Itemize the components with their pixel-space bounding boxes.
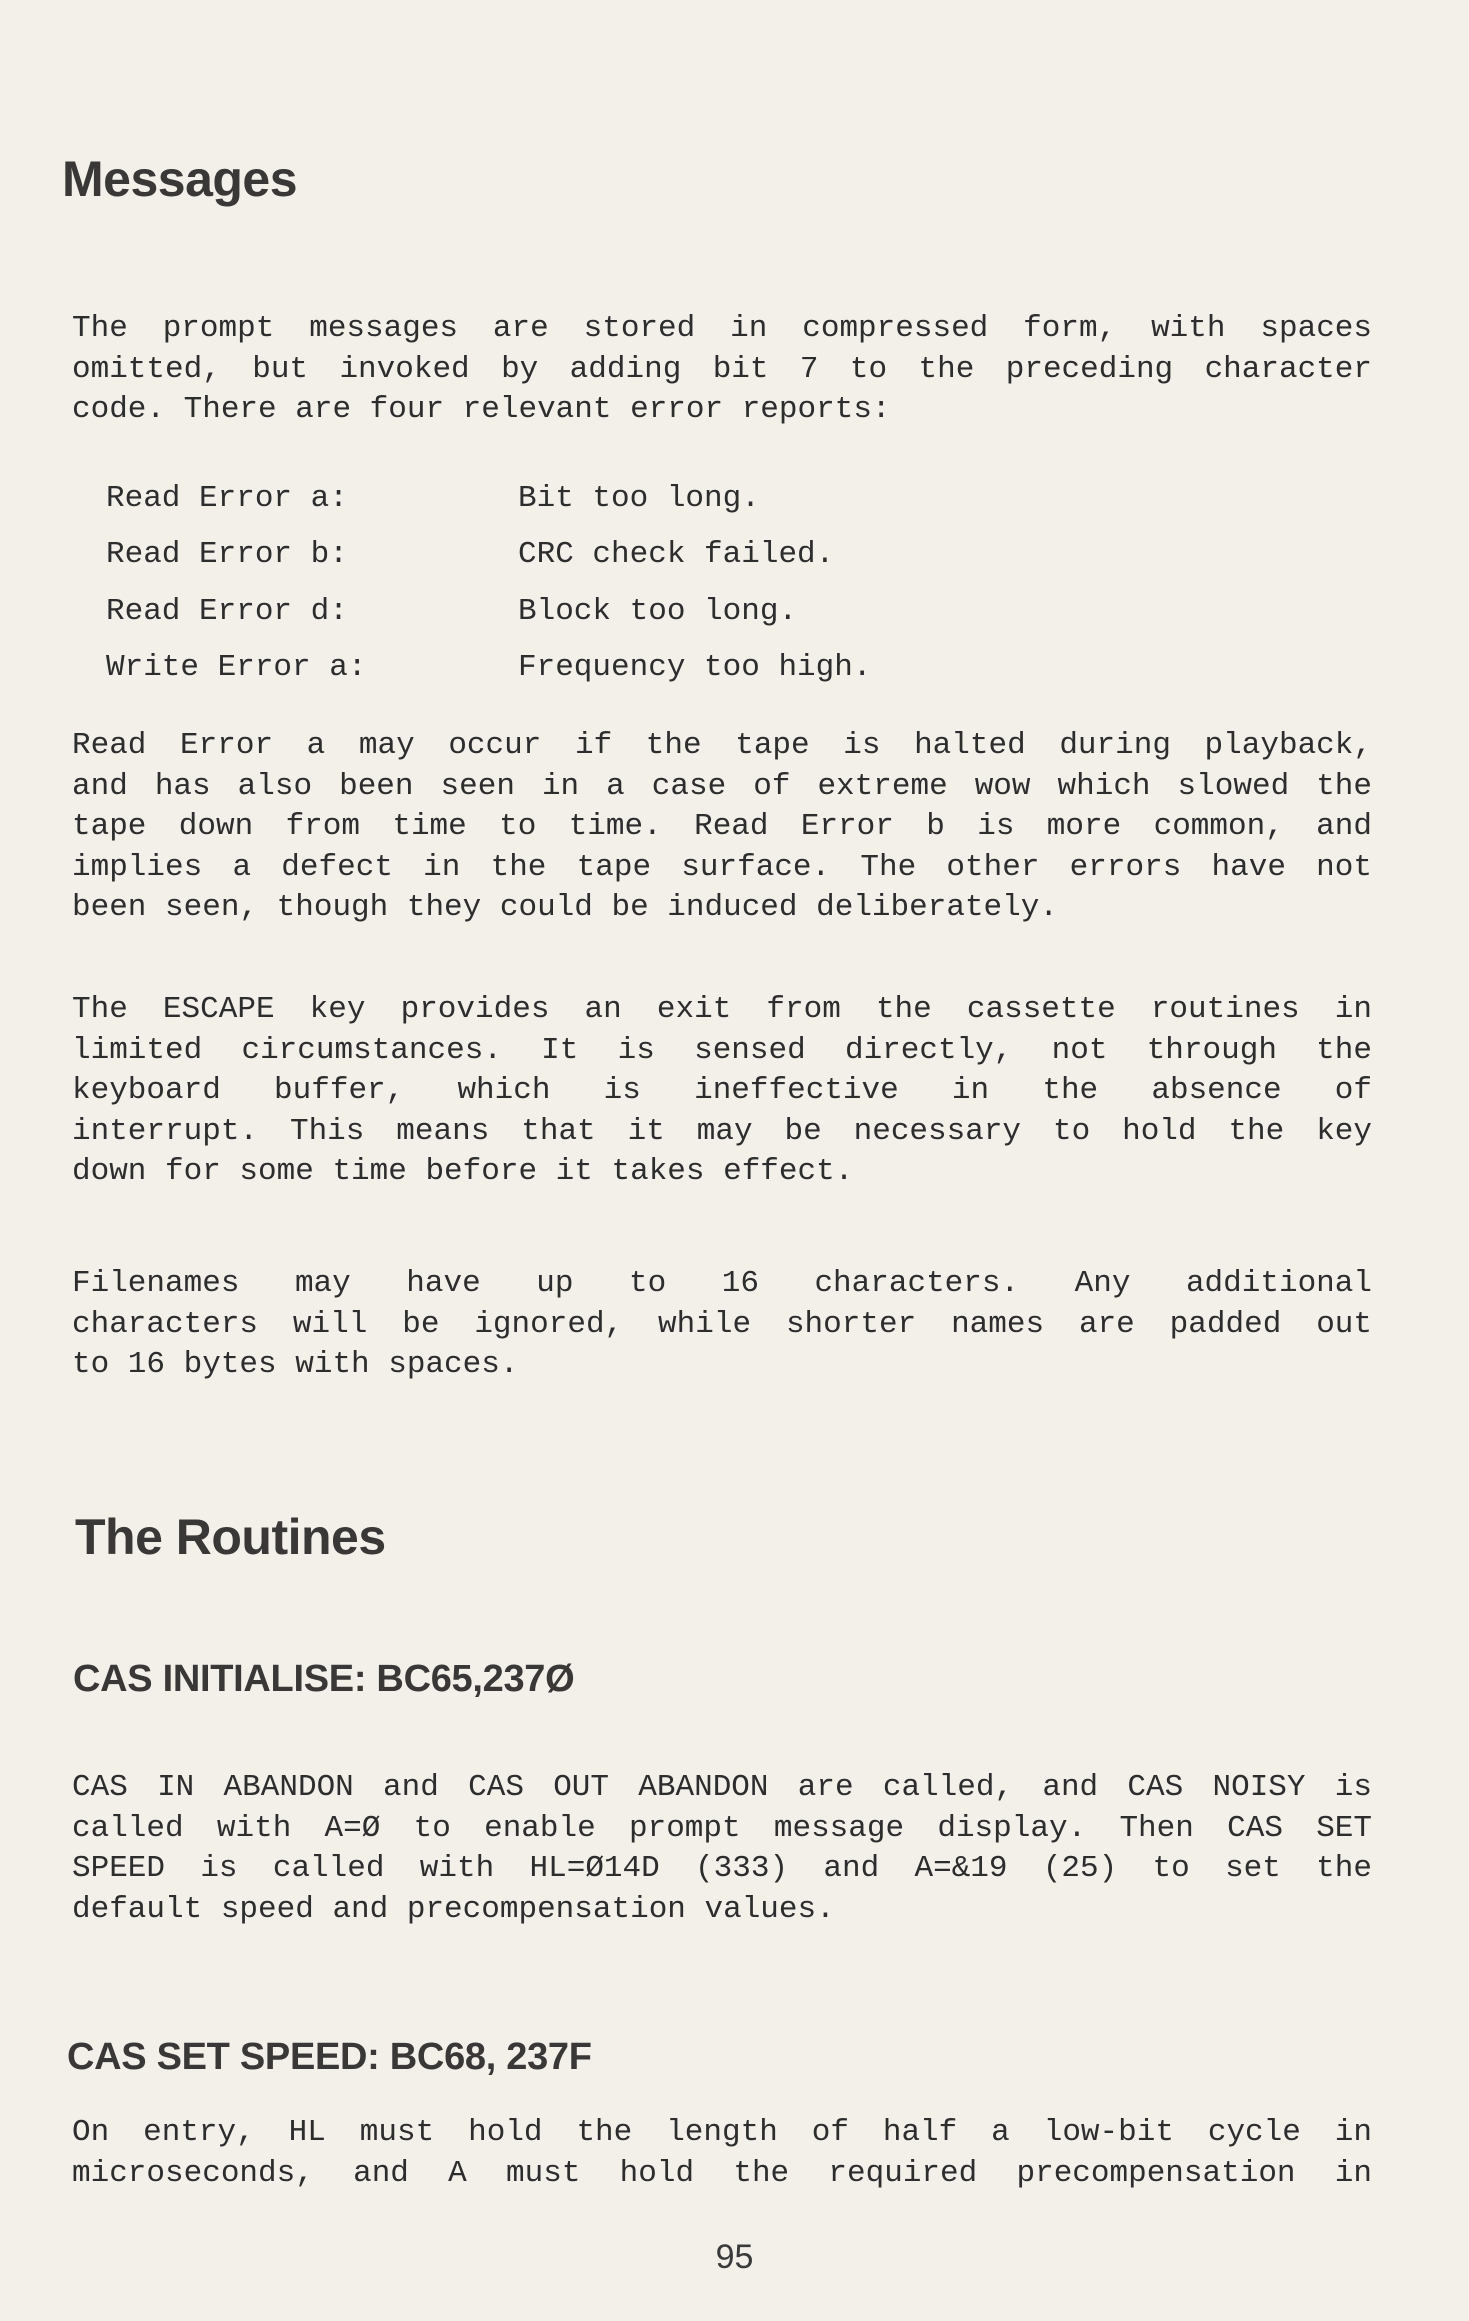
paragraph-line: interrupt. This means that it may be necessary to hold the key [72,1113,1372,1149]
paragraph-line: to 16 bytes with spaces. [72,1347,519,1382]
paragraph-line: and has also been seen in a case of extreme wow which slowed the [72,768,1372,804]
paragraph-line: down for some time before it takes effect. [72,1154,854,1189]
paragraph-line: On entry, HL must hold the length of half a low-bit cycle in [72,2115,1372,2150]
routines-heading: The Routines [75,1509,386,1565]
paragraph-line: limited circumstances. It is sensed directly, not through the [72,1032,1372,1068]
error-description: Bit too long. [518,480,760,516]
error-reports-table [106,470,871,696]
cas-initialise-heading: CAS INITIALISE: BC65,237Ø [73,1658,575,1700]
error-report-row [106,640,871,697]
filenames-paragraph [72,1264,1372,1386]
error-report-row [106,527,871,584]
error-description: Frequency too high. [518,650,872,686]
messages-heading: Messages [62,151,298,207]
error-report-row [106,470,871,527]
paragraph-line: CAS IN ABANDON and CAS OUT ABANDON are called, and CAS NOISY is [72,1770,1372,1805]
cas-initialise-paragraph [72,1768,1372,1930]
paragraph-line: keyboard buffer, which is ineffective in the absence of [72,1073,1372,1108]
paragraph-line: code. There are four relevant error reports: [72,392,891,427]
paragraph-line: Filenames may have up to 16 characters. Any additional [72,1266,1372,1301]
escape-key-paragraph [72,990,1372,1193]
error-code: Read Error a: [106,480,348,516]
error-description: CRC check failed. [518,537,835,573]
error-code: Write Error a: [106,650,367,686]
paragraph-line: tape down from time to time. Read Error b is more common, and [72,809,1372,844]
paragraph-line: default speed and precompensation values. [72,1891,835,1927]
paragraph-line: characters will be ignored, while shorter names are padded out [72,1306,1372,1342]
paragraph-line: implies a defect in the tape surface. The other errors have not [72,849,1372,885]
paragraph-line: SPEED is called with HL=Ø14D (333) and A=&19 (25) to set the [72,1851,1372,1886]
error-code: Read Error d: [106,593,348,629]
paragraph-line: omitted, but invoked by adding bit 7 to the preceding character [72,351,1372,387]
error-description: Block too long. [518,593,798,629]
cas-set-speed-paragraph [72,2113,1372,2194]
read-error-paragraph [72,726,1372,929]
paragraph-line: called with A=Ø to enable prompt message display. Then CAS SET [72,1810,1372,1846]
paragraph-line: Read Error a may occur if the tape is halted during playback, [72,728,1372,763]
error-code: Read Error b: [106,537,348,573]
paragraph-line: microseconds, and A must hold the required precompensation in [72,2155,1372,2191]
page-number: 95 [715,2238,754,2276]
paragraph-line: The ESCAPE key provides an exit from the cassette routines in [72,992,1372,1027]
paragraph-line: The prompt messages are stored in compressed form, with spaces [72,311,1372,346]
paragraph-line: been seen, though they could be induced deliberately. [72,890,1058,925]
error-report-row [106,583,871,640]
messages-intro-paragraph [72,309,1372,431]
cas-set-speed-heading: CAS SET SPEED: BC68, 237F [67,2036,592,2078]
